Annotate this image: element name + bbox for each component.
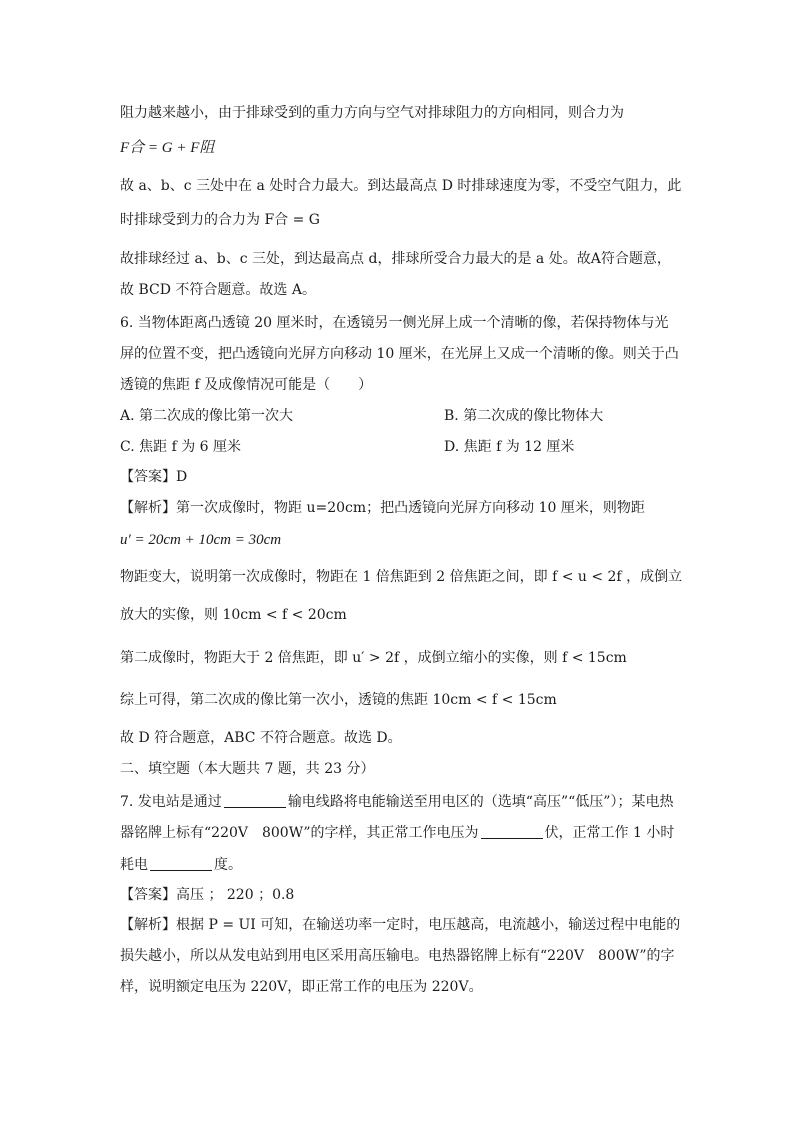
text-line: 阻力越来越小，由于排球受到的重力方向与空气对排球阻力的方向相同，则合力为 — [120, 105, 624, 121]
question-7-stem — [120, 823, 674, 843]
answer-blank — [224, 792, 286, 808]
analysis-7: 损失越小，所以从发电站到用电区采用高压输电。电热器铭牌上标有“220V 800W”的字 — [120, 948, 675, 964]
question-6-stem: 屏的位置不变，把凸透镜向光屏方向移动 10 厘米，在光屏上又成一个清晰的像。则关于凸 — [120, 346, 679, 362]
analysis-6: 第二成像时，物距大于 2 倍焦距，即 u′ > 2f ，成倒立缩小的实像，则 f < 15cm — [120, 650, 627, 666]
formula-object-distance: u′ = 20cm + 10cm = 30cm — [120, 532, 282, 548]
analysis-7: 【解析】根据 P = UI 可知，在输送功率一定时，电压越高，电流越小，输送过程中电能的 — [120, 917, 681, 933]
option-c: C. 焦距 f 为 6 厘米 — [120, 439, 242, 455]
option-b: B. 第二次成的像比物体大 — [444, 408, 604, 424]
answer-6: 【答案】D — [120, 469, 188, 485]
answer-7: 【答案】高压 ； 220 ；0.8 — [120, 887, 295, 903]
text-line: 故排球经过 a、b、c 三处，到达最高点 d，排球所受合力最大的是 a 处。故A符合题意， — [120, 251, 671, 267]
formula-net-force: F合 = G + F阻 — [120, 140, 215, 156]
analysis-6: 故 D 符合题意，ABC 不符合题意。故选 D。 — [120, 730, 402, 746]
question-7-stem — [120, 792, 673, 812]
analysis-6: 放大的实像，则 10cm < f < 20cm — [120, 607, 347, 623]
text-line: 故 BCD 不符合题意。故选 A。 — [120, 282, 316, 298]
q7-text: 输电线路将电能输送至用电区的（选填“高压”“低压”）；某电热 — [287, 794, 674, 810]
text-line: 时排球受到力的合力为 F合 = G — [120, 212, 320, 228]
q7-text: 耗电 — [120, 857, 148, 873]
analysis-7: 样，说明额定电压为 220V，即正常工作的电压为 220V。 — [120, 979, 483, 995]
text-line: 故 a、b、c 三处中在 a 处时合力最大。到达最高点 D 时排球速度为零，不受空气阻力，此 — [120, 178, 682, 194]
q7-text: 度。 — [214, 857, 242, 873]
analysis-6: 【解析】第一次成像时，物距 u=20cm；把凸透镜向光屏方向移动 10 厘米，则物距 — [120, 500, 645, 516]
option-a: A. 第二次成的像比第一次大 — [120, 408, 294, 424]
q7-text: 伏，正常工作 1 小时 — [544, 825, 675, 841]
question-6-stem: 透镜的焦距 f 及成像情况可能是（ ） — [120, 377, 373, 393]
q7-text: 7. 发电站是通过 — [120, 794, 222, 810]
analysis-6: 综上可得，第二次成的像比第一次小，透镜的焦距 10cm < f < 15cm — [120, 692, 557, 708]
question-6-stem: 6. 当物体距离凸透镜 20 厘米时，在透镜另一侧光屏上成一个清晰的像，若保持物体与光 — [120, 315, 669, 331]
analysis-6: 物距变大，说明第一次成像时，物距在 1 倍焦距到 2 倍焦距之间，即 f < u < 2f ，成倒立 — [120, 569, 683, 585]
question-7-stem — [120, 855, 242, 875]
option-d: D. 焦距 f 为 12 厘米 — [444, 439, 575, 455]
q7-text: 器铭牌上标有“220V 800W”的字样，其正常工作电压为 — [120, 825, 479, 841]
answer-blank — [481, 823, 543, 839]
section-heading: 二、填空题（本大题共 7 题，共 23 分） — [120, 761, 375, 777]
answer-blank — [150, 855, 212, 871]
